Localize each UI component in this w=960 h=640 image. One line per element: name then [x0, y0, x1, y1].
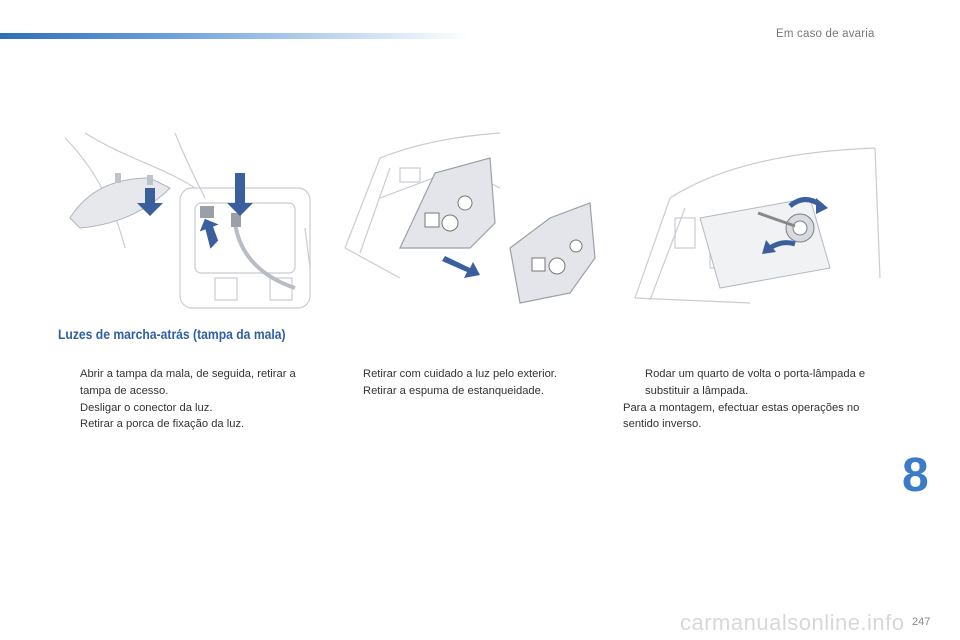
- list-item: Retirar a porca de fixação da luz.: [80, 418, 245, 431]
- steps-column-right: [623, 366, 888, 433]
- watermark: carmanualsonline.info: [680, 610, 905, 635]
- bulb-holder-illustration: [630, 128, 890, 318]
- page-number: 247: [912, 616, 931, 628]
- procedure-heading: Luzes de marcha-atrás (tampa da mala): [58, 327, 286, 342]
- access-cover-illustration: [55, 128, 320, 318]
- list-item: Retirar com cuidado a luz pelo exterior.: [363, 368, 558, 380]
- list-item: Abrir a tampa da mala, de seguida, retirar a tampa de acesso.: [80, 368, 296, 397]
- section-title: Em caso de avaria: [776, 28, 875, 40]
- exterior-light-illustration: [340, 128, 605, 318]
- chapter-number: 8: [902, 449, 929, 502]
- list-item: Rodar um quarto de volta o porta-lâmpada e substituir a lâmpada.: [645, 368, 866, 397]
- bulb-holder-drawing: [630, 128, 890, 318]
- list-item: Retirar a espuma de estanqueidade.: [363, 384, 544, 397]
- access-cover-drawing: [55, 128, 320, 318]
- header-accent-bar: [0, 33, 470, 39]
- reassembly-note: Para a montagem, efectuar estas operações no sentido inverso.: [623, 401, 860, 431]
- steps-column-middle: [341, 366, 601, 400]
- list-item: Desligar o conector da luz.: [80, 401, 213, 414]
- steps-column-left: [58, 366, 318, 433]
- exterior-light-drawing: [340, 128, 605, 318]
